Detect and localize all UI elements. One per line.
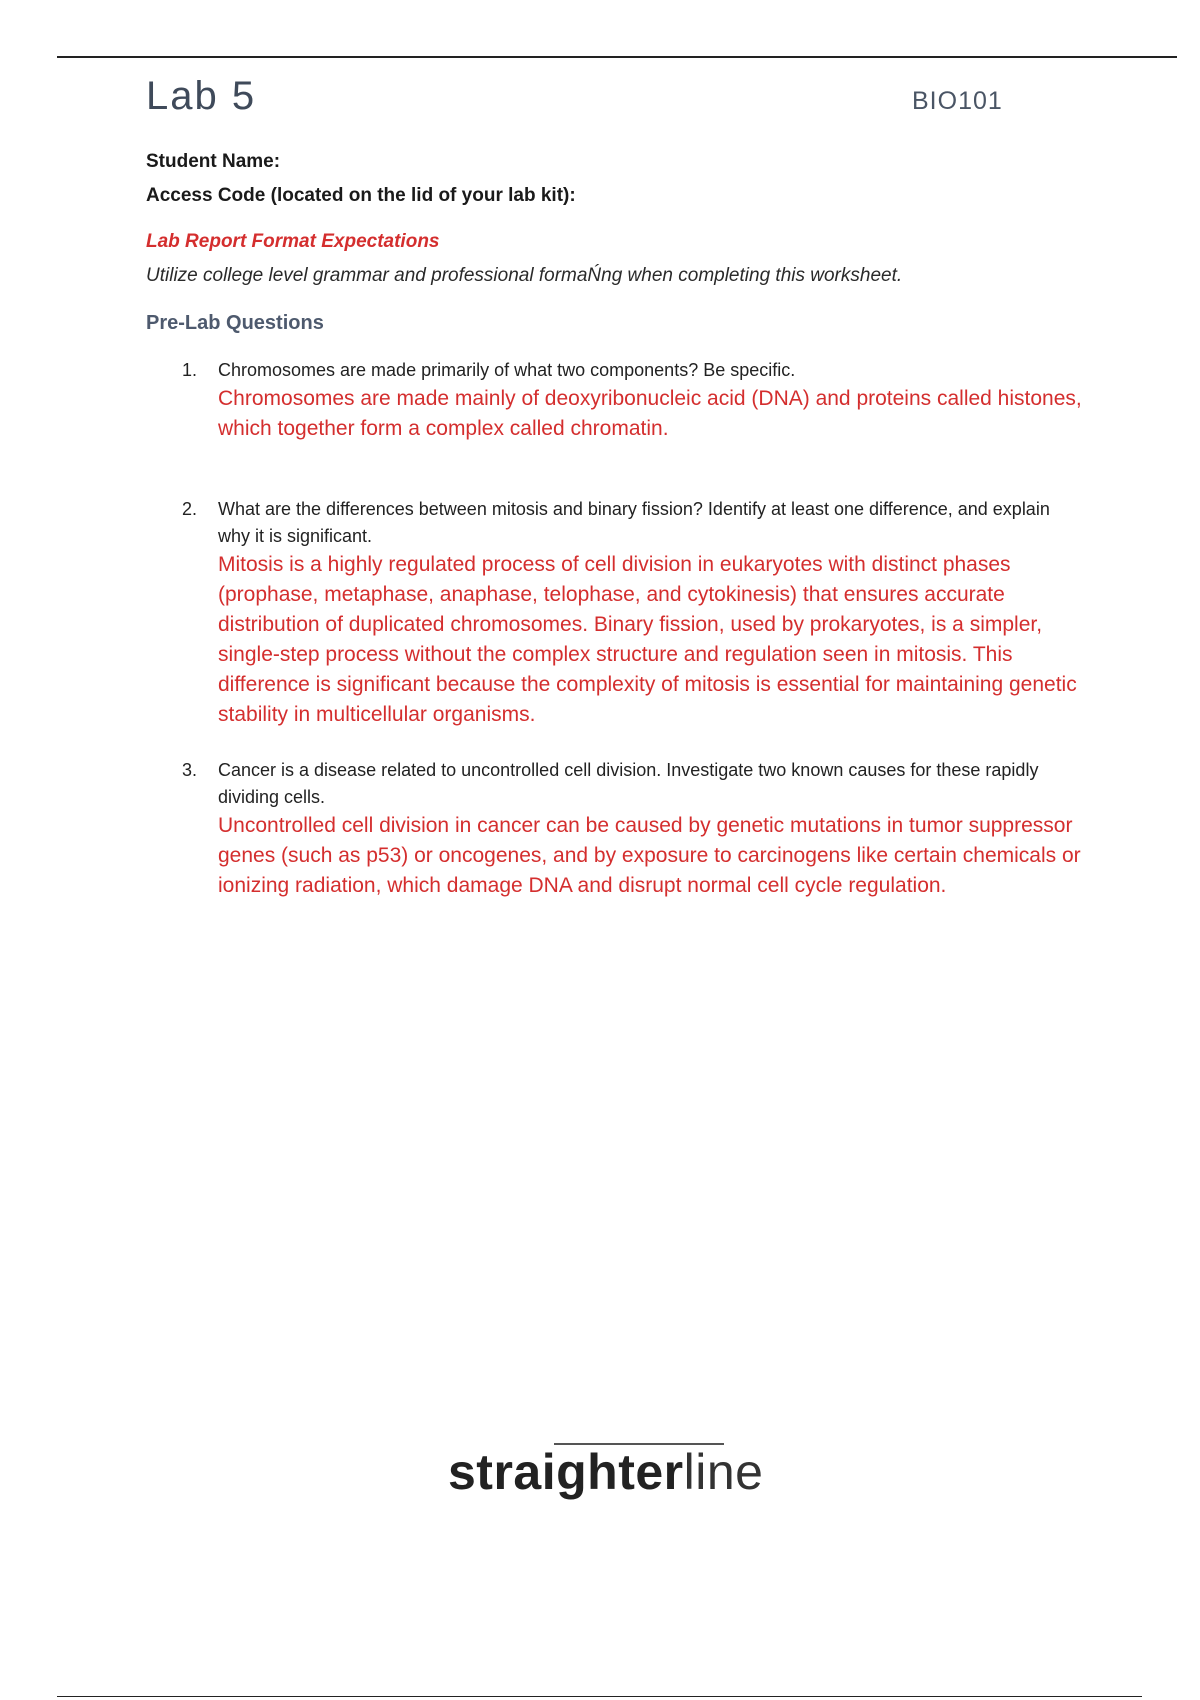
logo-wordmark (448, 1442, 763, 1502)
question-item (182, 757, 1082, 901)
format-expectations-note: Utilize college level grammar and professional formaŃng when completing this worksheet. (146, 265, 903, 286)
straighterline-logo (448, 1432, 808, 1512)
top-rule (57, 56, 1177, 58)
answer-text: Chromosomes are made mainly of deoxyribonucleic acid (DNA) and proteins called histones, which together form a complex called chromatin. (218, 387, 1082, 440)
answer-text: Uncontrolled cell division in cancer can be caused by genetic mutations in tumor suppressor genes (such as p53) or oncogenes, and by exposure to carcinogens like certain chemicals or ionizing radiation, which damage DNA and disrupt normal cell cycle regulation. (218, 814, 1081, 897)
question-number: 3. (182, 760, 198, 780)
course-code: BIO101 (912, 87, 1003, 115)
question-item (182, 357, 1082, 444)
page-title: Lab 5 (146, 74, 257, 118)
student-name-label: Student Name: (146, 151, 281, 172)
answer-text: Mitosis is a highly regulated process of cell division in eukaryotes with distinct phases (prophase, metaphase, anaphase, telophase, and cytokinesis) that ensures accurate distribution of duplicated chromosomes. Binary fission, used by prokaryotes, is a simpler, single-step process without the complex structure and regulation seen in mitosis. This difference is significant because the complexity of mitosis is essential for maintaining genetic stability in multicellular organisms. (218, 553, 1077, 726)
prelab-questions-heading: Pre-Lab Questions (146, 312, 324, 334)
logo-light-text: line (683, 1444, 764, 1500)
question-item (182, 496, 1082, 730)
access-code-label: Access Code (located on the lid of your lab kit): (146, 185, 576, 206)
bottom-rule (57, 1696, 1142, 1697)
question-text: Cancer is a disease related to uncontrolled cell division. Investigate two known causes for these rapidly dividing cells. (218, 760, 1039, 807)
question-number: 2. (182, 499, 198, 519)
question-text: What are the differences between mitosis and binary fission? Identify at least one difference, and explain why it is significant. (218, 499, 1050, 546)
logo-bold-text: straighter (448, 1444, 684, 1500)
question-number: 1. (182, 360, 198, 380)
question-text: Chromosomes are made primarily of what two components? Be specific. (218, 360, 796, 380)
format-expectations-heading: Lab Report Format Expectations (146, 231, 440, 252)
